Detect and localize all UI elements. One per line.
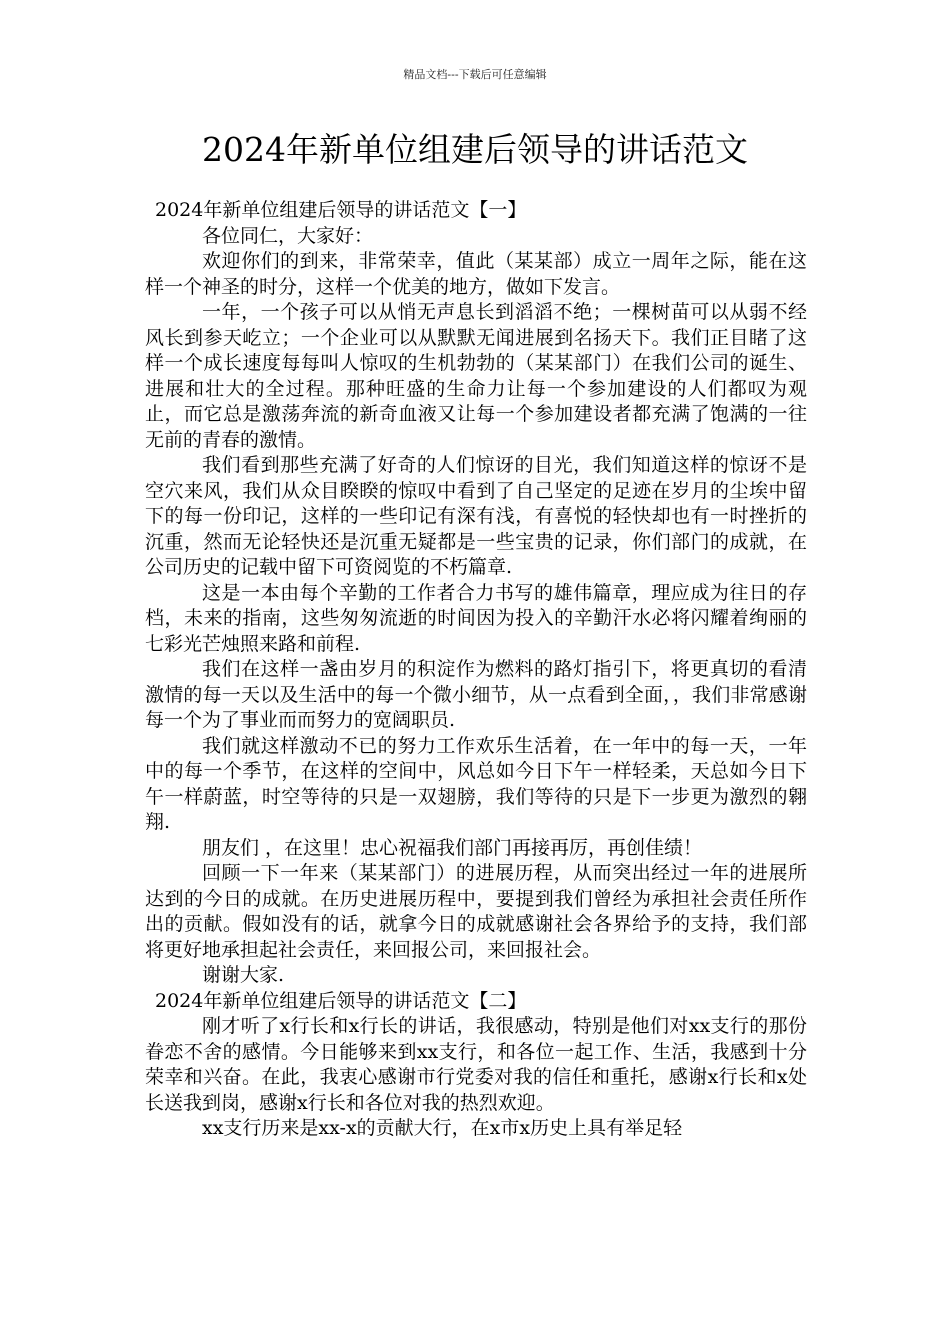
paragraph: 我们在这样一盏由岁月的积淀作为燃料的路灯指引下，将更真切的看清激情的每一天以及生活中的每一个微小细节，从一点看到全面，，我们非常感谢每一个为了事业而而努力的宽阔职员. bbox=[145, 658, 807, 731]
paragraph: xx支行历来是xx-x的贡献大行，在x市x历史上具有举足轻 bbox=[202, 1117, 683, 1139]
document-title: 2024年新单位组建后领导的讲话范文 bbox=[202, 130, 748, 169]
section-heading-1: 2024年新单位组建后领导的讲话范文【一】 bbox=[155, 199, 527, 221]
section-heading-2: 2024年新单位组建后领导的讲话范文【二】 bbox=[155, 989, 527, 1012]
paragraph: 各位同仁，大家好： bbox=[202, 224, 374, 247]
paragraph: 回顾一下一年来（某某部门）的进展历程，从而突出经过一年的进展所达到的今日的成就。在历史进展历程中，要提到我们曾经为承担社会责任所作出的贡献。假如没有的话，就拿今日的成就感谢社会各界给予的支持，我们部将更好地承担起社会责任，来回报公司，来回报社会。 bbox=[145, 862, 807, 961]
paragraph: 欢迎你们的到来，非常荣幸，值此（某某部）成立一周年之际，能在这样一个神圣的时分，这样一个优美的地方，做如下发言。 bbox=[145, 250, 807, 298]
document-body bbox=[145, 198, 807, 1142]
paragraph: 朋友们 ，在这里！忠心祝福我们部门再接再厉，再创佳绩！ bbox=[202, 836, 703, 859]
paragraph: 我们就这样激动不已的努力工作欢乐生活着，在一年中的每一天，一年中的每一个季节，在这样的空间中，风总如今日下午一样轻柔，天总如今日下午一样蔚蓝，时空等待的只是一双翅膀，我们等待的只是下一步更为激烈的翱翔. bbox=[145, 734, 807, 833]
paragraph: 这是一本由每个辛勤的工作者合力书写的雄伟篇章，理应成为往日的存档，未来的指南，这些匆匆流逝的时间因为投入的辛勤汗水必将闪耀着绚丽的七彩光芒烛照来路和前程. bbox=[145, 581, 807, 655]
paragraph: 我们看到那些充满了好奇的人们惊讶的目光，我们知道这样的惊讶不是空穴来风，我们从众目睽睽的惊叹中看到了自己坚定的足迹在岁月的尘埃中留下的每一份印记，这样的一些印记有深有浅，有喜悦的轻快却也有一时挫折的沉重，然而无论轻快还是沉重无疑都是一些宝贵的记录，你们部门的成就，在公司历史的记载中留下可资阅览的不朽篇章. bbox=[145, 454, 807, 578]
header-note: 精品文档---下载后可任意编辑 bbox=[403, 68, 547, 81]
paragraph: 一年，一个孩子可以从悄无声息长到滔滔不绝；一棵树苗可以从弱不经风长到参天屹立；一个企业可以从默默无闻进展到名扬天下。我们正目睹了这样一个成长速度每每叫人惊叹的生机勃勃的（某某部门）在我们公司的诞生、进展和壮大的全过程。那种旺盛的生命力让每一个参加建设的人们都叹为观止，而它总是激荡奔流的新奇血液又让每一个参加建设者都充满了饱满的一往无前的青春的激情。 bbox=[145, 301, 807, 451]
paragraph: 刚才听了x行长和x行长的讲话，我很感动，特别是他们对xx支行的那份眷恋不舍的感情。今日能够来到xx支行，和各位一起工作、生活，我感到十分荣幸和兴奋。在此，我衷心感谢市行党委对我的信任和重托，感谢x行长和x处长送我到岗，感谢x行长和各位对我的热烈欢迎。 bbox=[145, 1015, 807, 1114]
paragraph: 谢谢大家. bbox=[202, 964, 285, 986]
